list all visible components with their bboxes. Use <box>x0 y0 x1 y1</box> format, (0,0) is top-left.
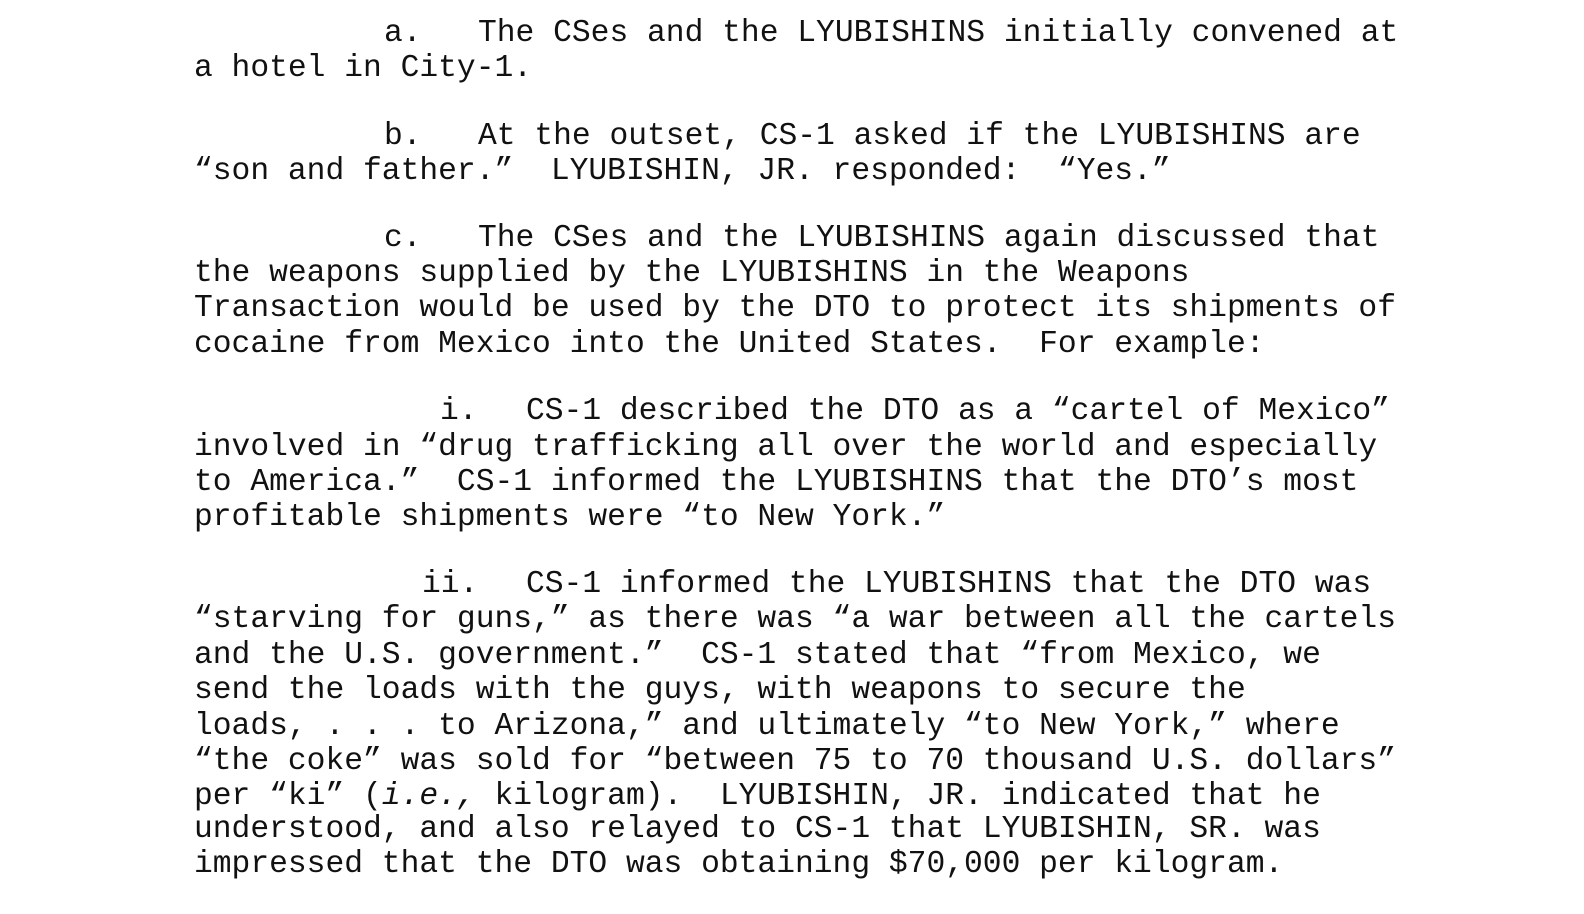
paragraph-marker: b. <box>384 119 422 154</box>
text-segment: kilogram). LYUBISHIN, JR. indicated that he <box>475 779 1321 814</box>
paragraph-line: CS-1 described the DTO as a “cartel of Mexico” <box>526 394 1390 429</box>
paragraph-line: loads, . . . to Arizona,” and ultimately “to New York,” where <box>194 709 1340 744</box>
paragraph-line: The CSes and the LYUBISHINS initially convened at <box>478 16 1399 51</box>
paragraph-line: cocaine from Mexico into the United States. For example: <box>194 327 1265 362</box>
subparagraph-marker: i. <box>440 394 478 429</box>
paragraph-line: “the coke” was sold for “between 75 to 70 thousand U.S. dollars” <box>194 744 1396 779</box>
paragraph-line: “son and father.” LYUBISHIN, JR. responded: “Yes.” <box>194 154 1171 189</box>
paragraph-line: to America.” CS-1 informed the LYUBISHINS that the DTO’s most <box>194 465 1359 500</box>
paragraph-line: involved in “drug trafficking all over the world and especially <box>194 430 1378 465</box>
paragraph-line: Transaction would be used by the DTO to protect its shipments of <box>194 291 1396 326</box>
paragraph-line: and the U.S. government.” CS-1 stated that “from Mexico, we <box>194 638 1321 673</box>
paragraph-marker: a. <box>384 16 422 51</box>
paragraph-line: profitable shipments were “to New York.” <box>194 500 946 535</box>
text-segment: per “ki” ( <box>194 779 382 814</box>
paragraph-marker: c. <box>384 221 422 256</box>
paragraph-line: impressed that the DTO was obtaining $70,000 per kilogram. <box>194 847 1284 882</box>
paragraph-line: At the outset, CS-1 asked if the LYUBISHINS are <box>478 119 1361 154</box>
paragraph-line: send the loads with the guys, with weapons to secure the <box>194 673 1246 708</box>
paragraph-line: “starving for guns,” as there was “a war between all the cartels <box>194 602 1396 637</box>
italic-text-segment: i.e., <box>381 779 476 814</box>
paragraph-line: a hotel in City-1. <box>194 51 533 86</box>
subparagraph-marker: ii. <box>422 567 479 602</box>
paragraph-line-mixed <box>194 779 1321 815</box>
paragraph-line: understood, and also relayed to CS-1 that LYUBISHIN, SR. was <box>194 812 1321 847</box>
paragraph-line: the weapons supplied by the LYUBISHINS in the Weapons <box>194 256 1190 291</box>
paragraph-line: CS-1 informed the LYUBISHINS that the DTO was <box>526 567 1372 602</box>
paragraph-line: The CSes and the LYUBISHINS again discussed that <box>478 221 1380 256</box>
